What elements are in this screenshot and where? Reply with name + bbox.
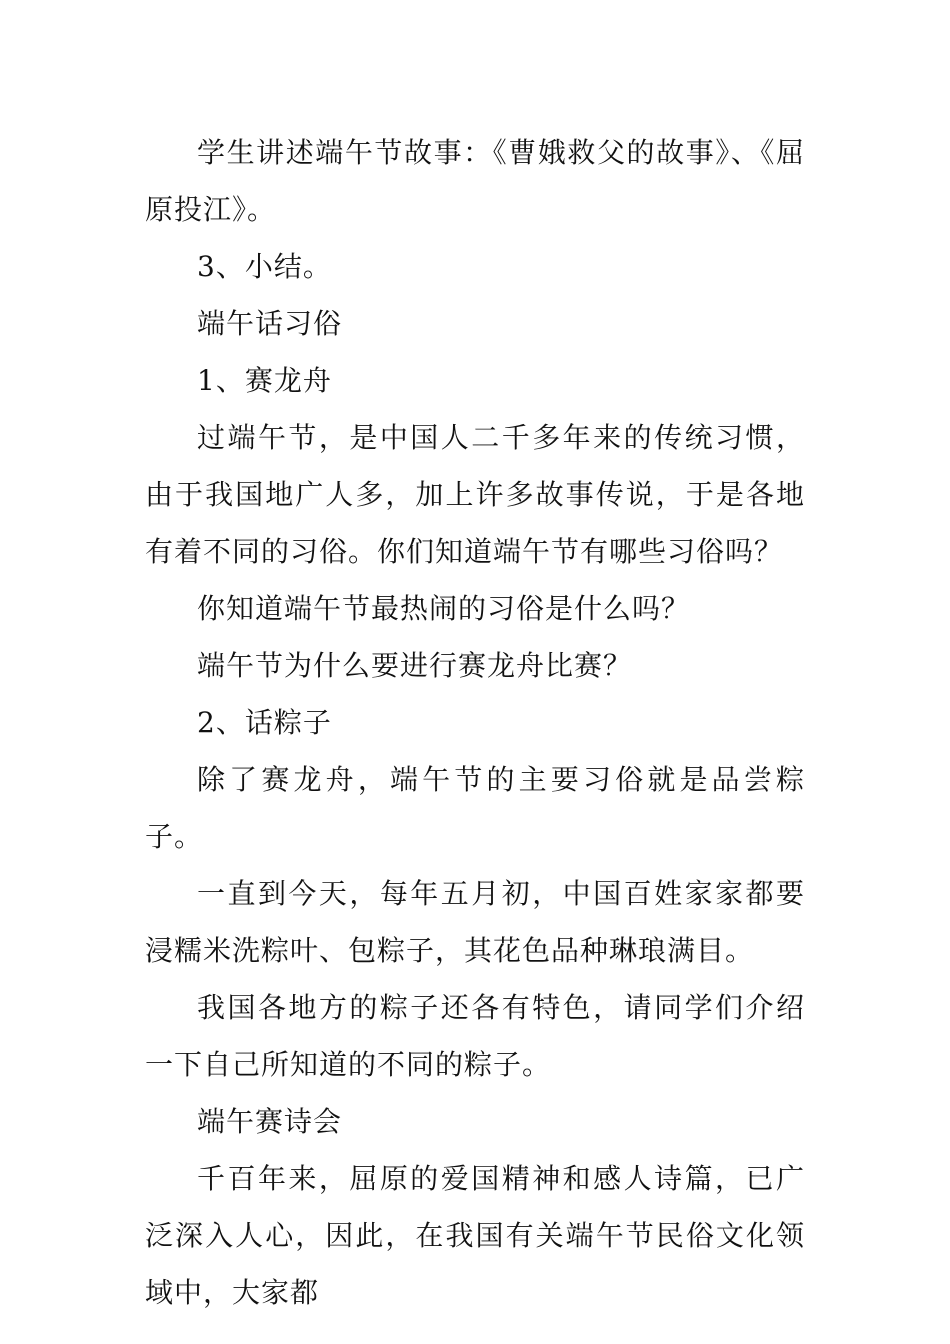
paragraph-customs-intro: 过端午节，是中国人二千多年来的传统习惯，由于我国地广人多，加上许多故事传说，于是各地有着不同的习俗。你们知道端午节有哪些习俗吗？ [145,421,805,568]
section-heading-poetry: 端午赛诗会 [197,1105,343,1138]
subheading-zongzi: 2、话粽子 [197,706,332,739]
document-body [145,124,805,1321]
subheading-dragon-boat: 1、赛龙舟 [197,364,332,397]
paragraph-question-dragon-boat: 端午节为什么要进行赛龙舟比赛？ [197,649,633,682]
paragraph-qu-yuan-poetry: 千百年来，屈原的爱国精神和感人诗篇，已广泛深入人心，因此，在我国有关端午节民俗文化领域中，大家都 [145,1162,805,1309]
section-heading-customs: 端午话习俗 [197,307,343,340]
paragraph-zongzi-main: 除了赛龙舟，端午节的主要习俗就是品尝粽子。 [145,763,805,853]
paragraph-zongzi-tradition: 一直到今天，每年五月初，中国百姓家家都要浸糯米洗粽叶、包粽子，其花色品种琳琅满目。 [145,877,805,967]
paragraph-story: 学生讲述端午节故事：《曹娥救父的故事》、《屈原投江》。 [145,136,805,226]
paragraph-question-liveliest: 你知道端午节最热闹的习俗是什么吗？ [197,592,691,625]
paragraph-summary-heading: 3、小结。 [197,250,332,283]
paragraph-zongzi-regional: 我国各地方的粽子还各有特色，请同学们介绍一下自己所知道的不同的粽子。 [145,991,805,1081]
